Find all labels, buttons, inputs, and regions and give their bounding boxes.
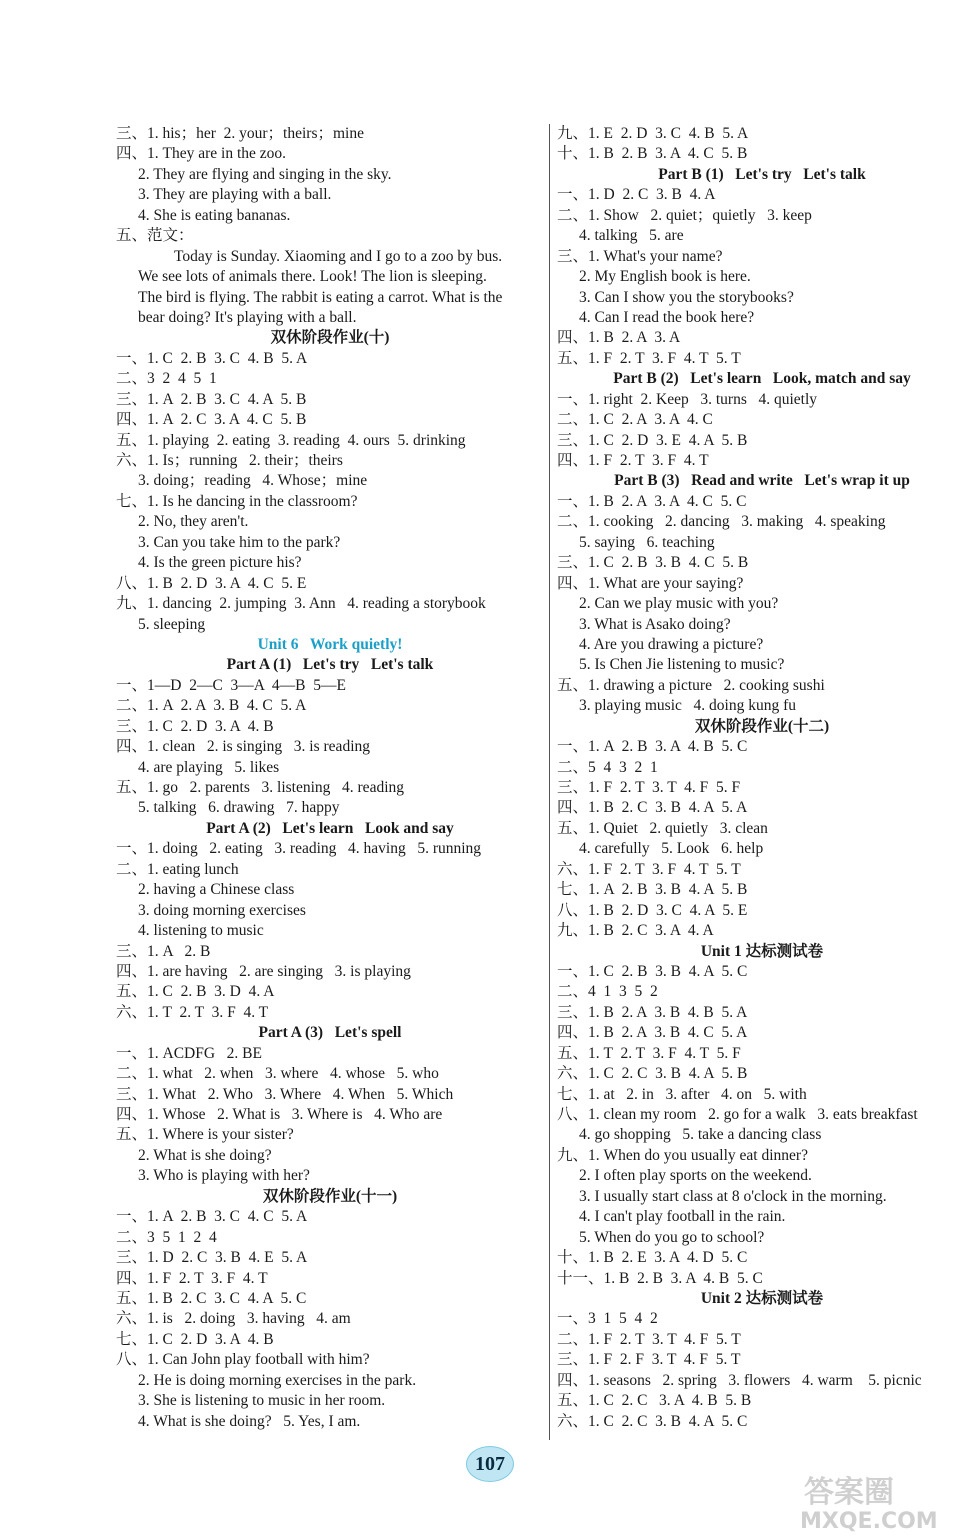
answer-line: 六、1. C 2. C 3. B 4. A 5. B — [557, 1065, 748, 1083]
answer-line: 4. She is eating bananas. — [138, 206, 291, 224]
answer-line: 3. Can you take him to the park? — [138, 533, 341, 551]
column-divider — [549, 124, 550, 1440]
answer-line: 二、1. eating lunch — [116, 860, 239, 878]
answer-line: 四、1. B 2. C 3. B 4. A 5. A — [557, 799, 748, 817]
answer-line: 四、1. A 2. C 3. A 4. C 5. B — [116, 411, 307, 429]
answer-line: 三、1. B 2. A 3. B 4. B 5. A — [557, 1003, 748, 1021]
answer-line: 三、1. F 2. F 3. T 4. F 5. T — [557, 1351, 741, 1369]
answer-line: 3. Who is playing with her? — [138, 1167, 310, 1185]
answer-line: 三、1. F 2. T 3. T 4. F 5. F — [557, 779, 741, 796]
answer-line: 二、1. cooking 2. dancing 3. making 4. speaking — [557, 513, 886, 531]
answer-line: 四、1. Whose 2. What is 3. Where is 4. Who are — [116, 1106, 443, 1123]
answer-line: 4. Is the green picture his? — [138, 554, 302, 572]
answer-line: 2. They are flying and singing in the sky. — [138, 165, 392, 183]
answer-line: 八、1. B 2. D 3. A 4. C 5. E — [116, 574, 307, 592]
answer-line: 五、1. drawing a picture 2. cooking sushi — [557, 676, 825, 694]
answer-line: 3. I usually start class at 8 o'clock in the morning. — [579, 1187, 887, 1205]
answer-line: 五、1. T 2. T 3. F 4. T 5. F — [557, 1044, 741, 1062]
answer-line: 3. doing morning exercises — [138, 901, 306, 919]
answer-line: 3. They are playing with a ball. — [138, 186, 332, 204]
answer-line: 一、1. C 2. B 3. B 4. A 5. C — [557, 962, 748, 980]
answer-line: 四、1. They are in the zoo. — [116, 145, 287, 163]
answer-line: 七、1. Is he dancing in the classroom? — [116, 492, 358, 510]
answer-line: 五、1. B 2. C 3. C 4. A 5. C — [116, 1289, 307, 1307]
answer-line: 六、1. C 2. C 3. B 4. A 5. C — [557, 1412, 748, 1430]
answer-line: 一、1. A 2. B 3. C 4. C 5. A — [116, 1208, 308, 1226]
answer-line: 七、1. A 2. B 3. B 4. A 5. B — [557, 881, 748, 899]
answer-line: 2. Can we play music with you? — [579, 595, 779, 613]
answer-line: 二、1. C 2. A 3. A 4. C — [557, 411, 713, 429]
answer-line: 3. playing music 4. doing kung fu — [579, 697, 796, 715]
answer-line: 八、1. clean my room 2. go for a walk 3. eats breakfast — [557, 1106, 918, 1123]
answer-line: 二、5 4 3 2 1 — [557, 758, 658, 776]
right-column — [557, 124, 967, 1432]
answer-line: 五、1. playing 2. eating 3. reading 4. ours 5. drinking — [116, 431, 466, 449]
section-heading: 双休阶段作业(十) — [270, 329, 390, 347]
answer-line: 二、3 2 4 5 1 — [116, 370, 217, 388]
answer-line: 3. Can I show you the storybooks? — [579, 288, 794, 306]
answer-line: 5. Is Chen Jie listening to music? — [579, 656, 785, 674]
answer-line: 4. talking 5. are — [579, 227, 684, 245]
section-heading: Part B (2) Let's learn Look, match and say — [613, 370, 911, 388]
answer-line: 二、3 5 1 2 4 — [116, 1228, 217, 1246]
answer-line: 二、1. what 2. when 3. where 4. whose 5. who — [116, 1065, 439, 1083]
answer-line: 四、1. B 2. A 3. A — [557, 329, 681, 347]
answer-line: 四、1. clean 2. is singing 3. is reading — [116, 738, 370, 756]
answer-line: 4. What is she doing? 5. Yes, I am. — [138, 1412, 361, 1430]
answer-line: 四、1. F 2. T 3. F 4. T — [116, 1269, 268, 1287]
section-heading: Part B (1) Let's try Let's talk — [658, 165, 866, 183]
answer-line: 三、1. C 2. D 3. A 4. B — [116, 717, 274, 735]
answer-line: 四、1. What are your saying? — [557, 574, 744, 592]
answer-line: 四、1. F 2. T 3. F 4. T — [557, 452, 709, 469]
answer-line: 一、3 1 5 4 2 — [557, 1310, 658, 1328]
watermark-cn: 答案圈 — [804, 1475, 894, 1510]
answer-line: 4. listening to music — [138, 922, 264, 940]
answer-line: The bird is flying. The rabbit is eating a carrot. What is the — [138, 288, 503, 306]
answer-line: 十、1. B 2. E 3. A 4. D 5. C — [557, 1249, 748, 1267]
answer-line: 4. are playing 5. likes — [138, 758, 280, 776]
answer-line: 2. He is doing morning exercises in the park. — [138, 1371, 417, 1389]
answer-line: 二、1. Show 2. quiet；quietly 3. keep — [557, 206, 812, 224]
answer-line: 一、1. B 2. A 3. A 4. C 5. C — [557, 492, 747, 510]
answer-line: 3. doing；reading 4. Whose；mine — [138, 472, 368, 490]
section-heading: 双休阶段作业(十一) — [262, 1187, 398, 1205]
answer-line: 5. talking 6. drawing 7. happy — [138, 799, 340, 817]
answer-line: 四、1. B 2. A 3. B 4. C 5. A — [557, 1024, 748, 1042]
answer-line: 五、1. Quiet 2. quietly 3. clean — [557, 819, 768, 837]
answer-line: 四、1. are having 2. are singing 3. is playing — [116, 962, 411, 980]
answer-line: 二、1. F 2. T 3. T 4. F 5. T — [557, 1330, 741, 1348]
answer-line: 三、1. A 2. B 3. C 4. A 5. B — [116, 390, 307, 408]
left-column — [116, 124, 544, 1432]
answer-line: 4. go shopping 5. take a dancing class — [579, 1126, 822, 1144]
answer-line: 3. She is listening to music in her room. — [138, 1392, 386, 1410]
answer-line: 八、1. B 2. D 3. C 4. A 5. E — [557, 901, 748, 919]
section-heading: Part A (3) Let's spell — [258, 1024, 402, 1042]
watermark-logo — [790, 1468, 970, 1532]
answer-line: 三、1. What 2. Who 3. Where 4. When 5. Which — [116, 1085, 454, 1103]
answer-line: 十、1. B 2. B 3. A 4. C 5. B — [557, 145, 748, 163]
answer-line: 一、1—D 2—C 3—A 4—B 5—E — [116, 676, 346, 694]
section-heading: Unit 6 Work quietly! — [257, 635, 403, 653]
section-heading: Unit 1 达标测试卷 — [700, 942, 824, 960]
answer-line: 五、1. C 2. C 3. A 4. B 5. B — [557, 1392, 752, 1410]
answer-line: 一、1. ACDFG 2. BE — [116, 1044, 262, 1062]
answer-line: 四、1. seasons 2. spring 3. flowers 4. warm 5. picnic — [557, 1371, 922, 1389]
answer-line: 九、1. B 2. C 3. A 4. A — [557, 922, 714, 940]
answer-line: 3. What is Asako doing? — [579, 615, 731, 633]
answer-line: 2. No, they aren't. — [138, 513, 249, 531]
answer-line: 五、范文： — [116, 227, 194, 245]
answer-line: 一、1. D 2. C 3. B 4. A — [557, 186, 716, 204]
answer-line: 2. I often play sports on the weekend. — [579, 1167, 812, 1185]
answer-line: 4. Are you drawing a picture? — [579, 635, 764, 653]
page-number: 107 — [466, 1446, 514, 1482]
answer-line: 六、1. T 2. T 3. F 4. T — [116, 1003, 269, 1021]
section-heading: Part B (3) Read and write Let's wrap it up — [614, 472, 910, 490]
answer-line: 三、1. A 2. B — [116, 942, 211, 960]
section-heading: Part A (1) Let's try Let's talk — [226, 656, 434, 674]
answer-line: 5. When do you go to school? — [579, 1228, 765, 1246]
answer-line: 一、1. C 2. B 3. C 4. B 5. A — [116, 349, 308, 367]
answer-line: 五、1. C 2. B 3. D 4. A — [116, 983, 275, 1001]
answer-line: 三、1. D 2. C 3. B 4. E 5. A — [116, 1249, 308, 1267]
answer-line: 一、1. right 2. Keep 3. turns 4. quietly — [557, 390, 818, 408]
answer-line: 4. Can I read the book here? — [579, 308, 755, 326]
answer-line: 5. saying 6. teaching — [579, 533, 715, 551]
answer-line: 三、1. What's your name? — [557, 247, 723, 265]
answer-line: 4. I can't play football in the rain. — [579, 1208, 786, 1226]
answer-line: 九、1. dancing 2. jumping 3. Ann 4. reading a storybook — [116, 595, 486, 613]
section-heading: Unit 2 达标测试卷 — [700, 1289, 824, 1307]
answer-line: 七、1. at 2. in 3. after 4. on 5. with — [557, 1085, 807, 1103]
answer-line: 2. What is she doing? — [138, 1146, 272, 1164]
answer-line: 三、1. C 2. B 3. B 4. C 5. B — [557, 554, 749, 572]
answer-line: 4. carefully 5. Look 6. help — [579, 840, 764, 858]
answer-line: 三、1. C 2. D 3. E 4. A 5. B — [557, 431, 748, 449]
section-heading: Part A (2) Let's learn Look and say — [206, 819, 454, 837]
answer-line: Today is Sunday. Xiaoming and I go to a zoo by bus. — [174, 247, 503, 265]
answer-line: 三、1. his；her 2. your；theirs；mine — [116, 125, 364, 142]
answer-line: 5. sleeping — [138, 615, 206, 633]
answer-line: 一、1. A 2. B 3. A 4. B 5. C — [557, 738, 748, 756]
watermark-en: MXQE.COM — [800, 1509, 938, 1532]
answer-line: 2. My English book is here. — [579, 268, 751, 286]
section-heading: 双休阶段作业(十二) — [694, 717, 830, 735]
answer-line: 五、1. F 2. T 3. F 4. T 5. T — [557, 349, 741, 367]
answer-line: 二、1. A 2. A 3. B 4. C 5. A — [116, 697, 307, 715]
answer-line: 十一、1. B 2. B 3. A 4. B 5. C — [557, 1269, 763, 1287]
answer-line: 七、1. C 2. D 3. A 4. B — [116, 1330, 274, 1348]
answer-line: bear doing? It's playing with a ball. — [138, 308, 357, 326]
answer-line: 2. having a Chinese class — [138, 881, 295, 899]
answer-line: 八、1. Can John play football with him? — [116, 1351, 370, 1369]
answer-line: 六、1. Is；running 2. their；theirs — [116, 452, 343, 469]
answer-line: 二、4 1 3 5 2 — [557, 983, 658, 1001]
answer-line: 九、1. When do you usually eat dinner? — [557, 1146, 808, 1164]
answer-line: We see lots of animals there. Look! The lion is sleeping. — [138, 268, 487, 286]
answer-line: 一、1. doing 2. eating 3. reading 4. having 5. running — [116, 840, 482, 858]
answer-line: 六、1. F 2. T 3. F 4. T 5. T — [557, 860, 741, 878]
answer-line: 九、1. E 2. D 3. C 4. B 5. A — [557, 125, 749, 142]
answer-line: 五、1. go 2. parents 3. listening 4. reading — [116, 779, 404, 796]
answer-line: 六、1. is 2. doing 3. having 4. am — [116, 1310, 351, 1328]
answer-line: 五、1. Where is your sister? — [116, 1126, 294, 1144]
